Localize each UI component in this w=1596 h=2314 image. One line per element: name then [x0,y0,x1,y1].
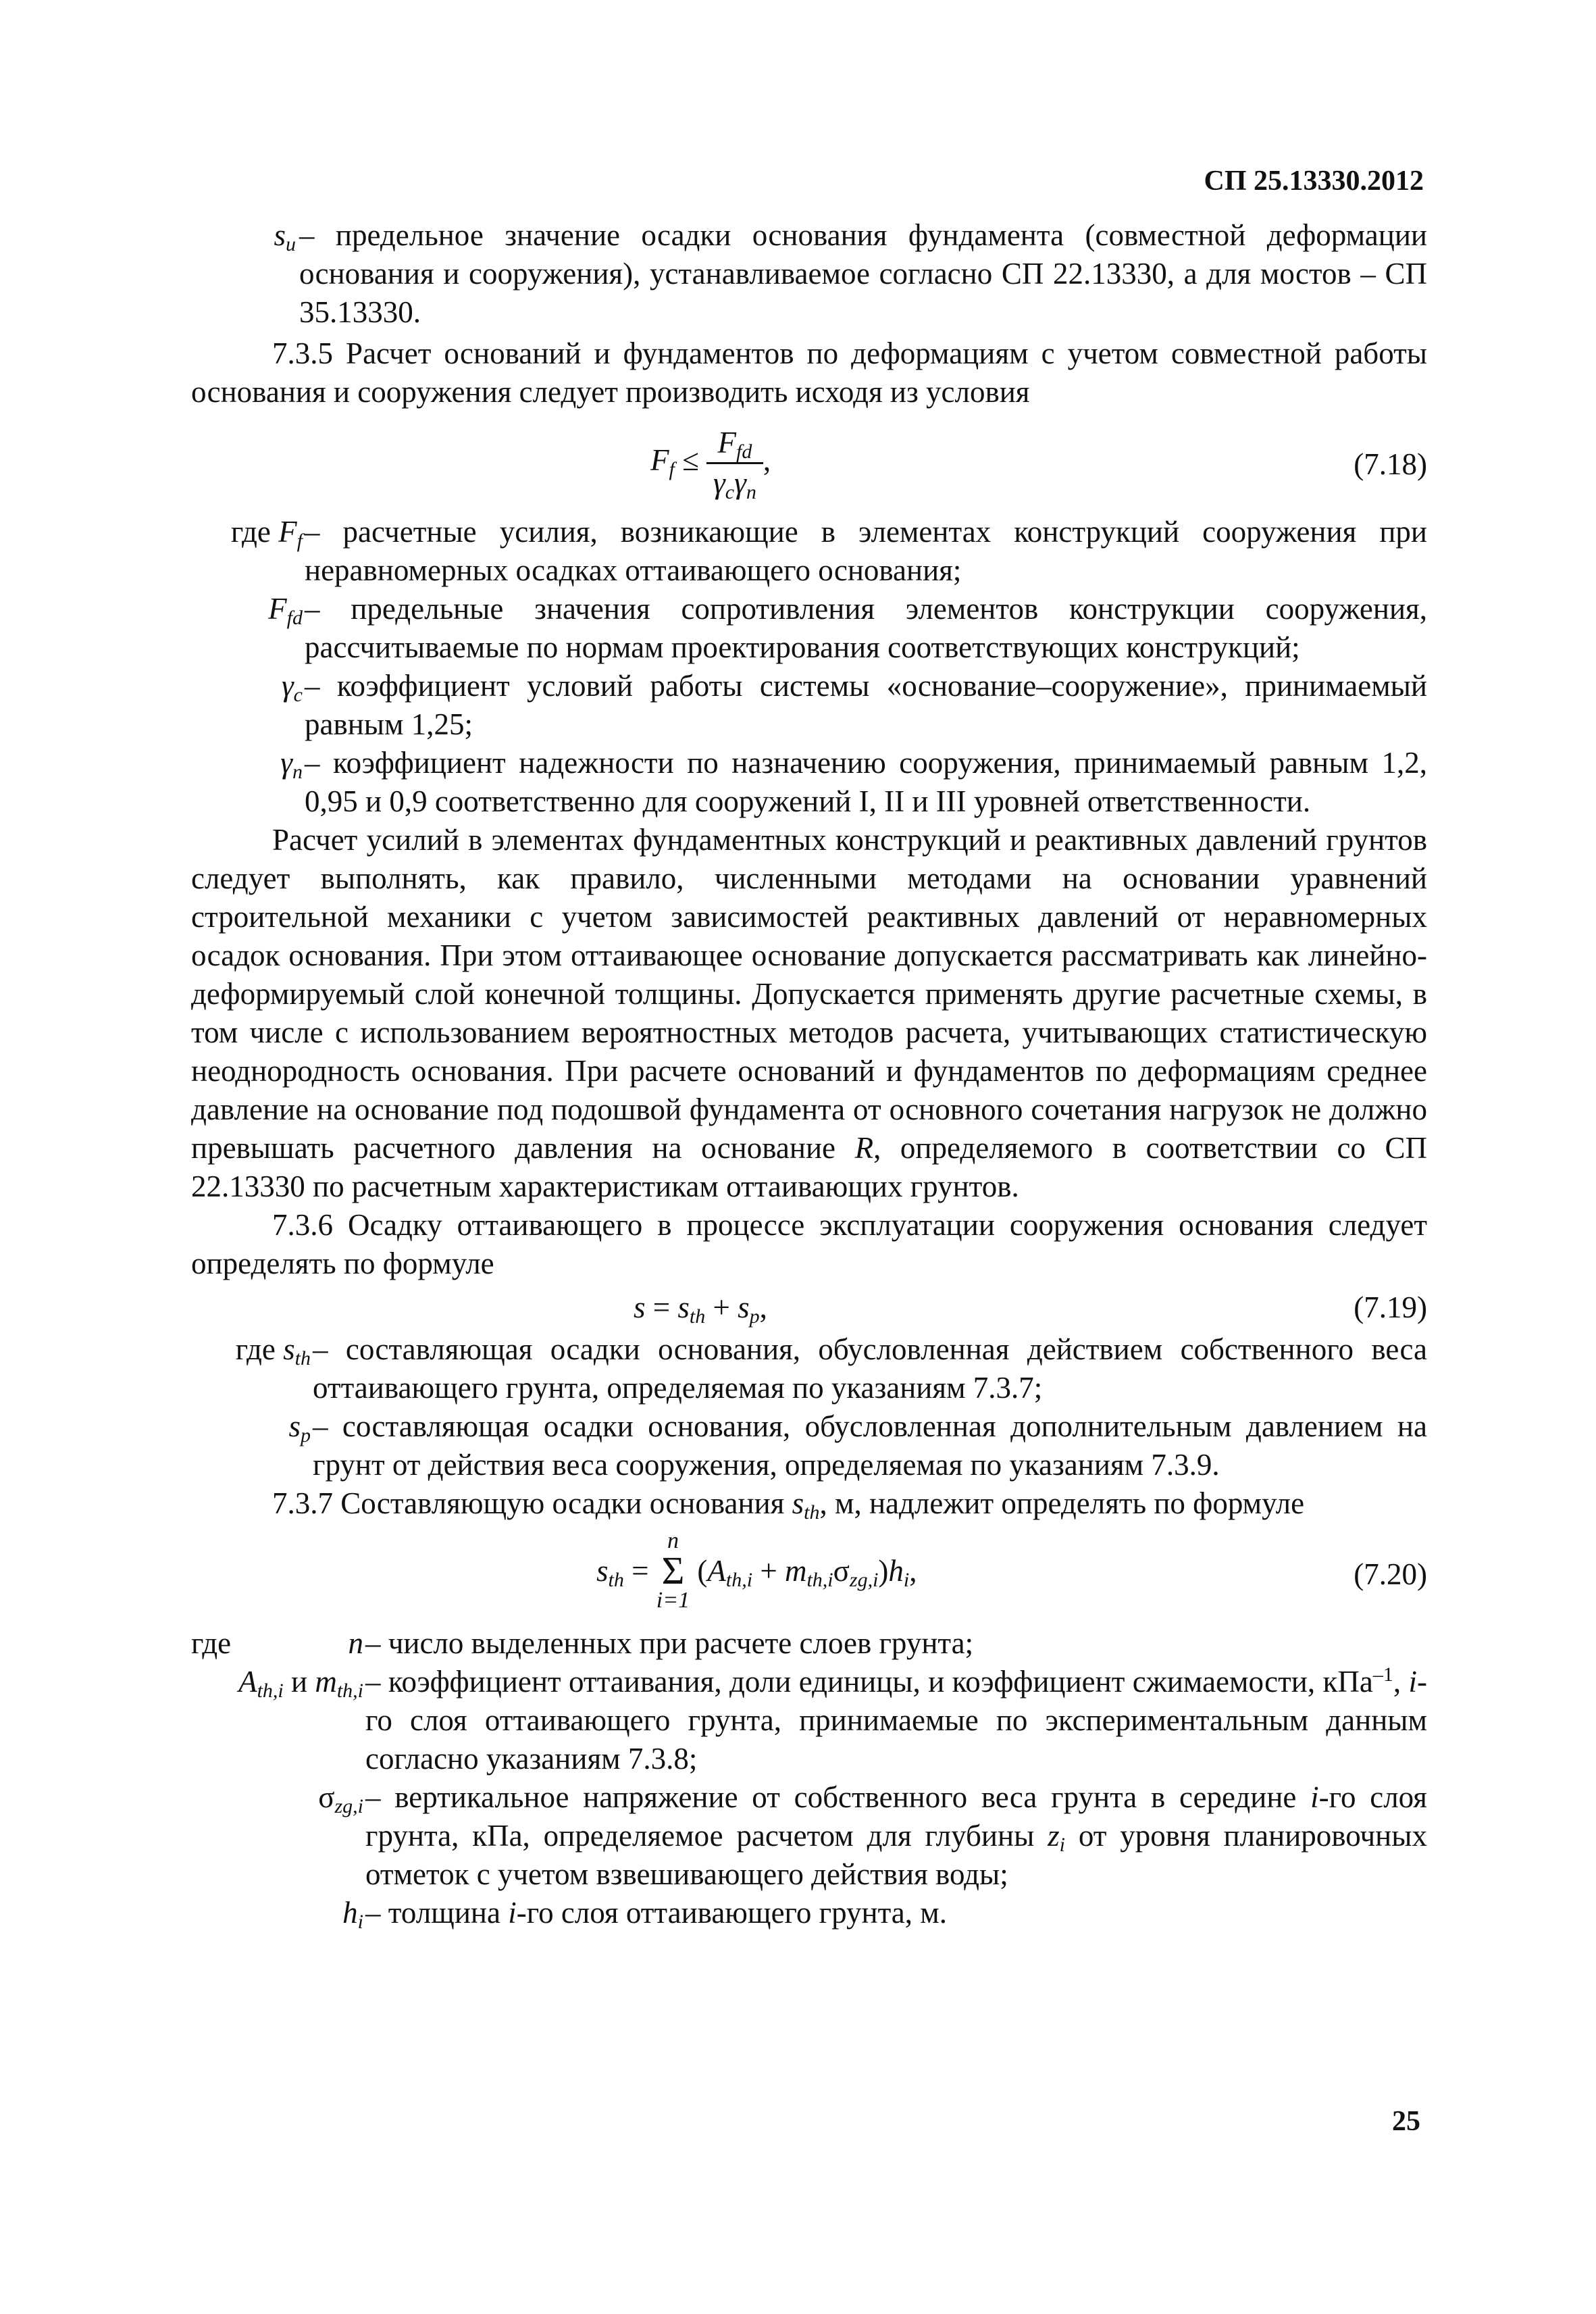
paragraph-calculation: Расчет усилий в элементах фундаментных конструкций и реактивных давлений грунтов следует выполнять, как правило, численными методами на основании уравнений строительной механики с учетом зависимостей реактивных давлений от неравномерных осадок основания. При этом оттаивающее основание допускается рассматривать как линейно-деформируемый слой конечной толщины. Допускается применять другие расчетные схемы, в том числе с использованием вероятностных методов расчета, учитывающих статистическую неоднородность основания. При расчете оснований и фундаментов по деформациям среднее давление на основание под подошвой фундамента от основного сочетания нагрузок не должно превышать расчетного давления на основание R, определяемого в соответствии со СП 22.13330 по расчетным характеристикам оттаивающих грунтов. [191,823,1427,1203]
definition-su: $s_u$ – предельное значение осадки основания фундамента (совместной деформации основания и сооружения), устанавливаемое согласно СП 22.13330, а для мостов – СП 35.13330. [274,218,1427,329]
equation-label: (7.19) [1354,1290,1427,1324]
fraction: $\frac{F_{fd}}{\gamma_c\gamma_n}$ [706,424,763,503]
equation-7-19: $s = s_{th} + s_p$, (7.19) [191,1283,1427,1330]
definition-Ffd: $F_{fd}$ – предельные значения сопротивления элементов конструкции сооружения, рассчитываемые по нормам проектирования соответствующих конструкций; [268,592,1427,664]
definition-sth: где $s_{th}$ – составляющая осадки основания, обусловленная действием собственного веса оттаивающего грунта, определяемая по указаниям 7.3.7; [235,1332,1427,1405]
definition-Ff: где $F_f$ – расчетные усилия, возникающие в элементах конструкций сооружения при неравномерных осадках оттаивающего основания; [230,515,1427,587]
main-content [191,216,1427,1932]
definition-sp: $s_p$ – составляющая осадки основания, обусловленная дополнительным давлением на грунт от действия веса сооружения, определяемая по указаниям 7.3.9. [288,1409,1427,1482]
definition-h: $h_i$ – толщина i-го слоя оттаивающего грунта, м. [342,1896,948,1933]
definition-gamma-n: $\gamma_n$ – коэффициент надежности по назначению сооружения, принимаемый равным 1,2, 0,95 и 0,9 соответственно для сооружений I, II и III уровней ответственности. [280,746,1427,818]
definition-sigma-zg: $\sigma_{zg,i}$ – вертикальное напряжение от собственного веса грунта в середине i-го слоя грунта, кПа, определяемое расчетом для глубины $z_i$ от уровня планировочных отметок с учетом взвешивающего действия воды; [318,1780,1428,1891]
equation-7-20: $s_{th} = n$ Σ i=1 $(A_{th,i} + m_{th,i}\sigma_{zg,i})h_i$, (7.20) [596,1528,1427,1613]
definition-n: где n – число выделенных при расчете слоев грунта; [191,1626,974,1660]
page-number: 25 [1392,2106,1420,2137]
equation-7-18: $F_f$ ≤ $\frac{F_{fd}}{\gamma_c\gamma_n}$ , (7.18) [191,418,1427,513]
clause-7-3-7: 7.3.7 Составляющую осадки основания $s_{th}$, м, надлежит определять по формуле [272,1486,1305,1524]
clause-7-3-5: 7.3.5 Расчет оснований и фундаментов по деформациям с учетом совместной работы основания и сооружения следует производить исходя из условия [191,336,1427,409]
document-header: СП 25.13330.2012 [1204,166,1424,197]
clause-7-3-6: 7.3.6 Осадку оттаивающего в процессе эксплуатации сооружения основания следует определять по формуле [191,1208,1427,1280]
equation-label: (7.20) [1354,1557,1427,1591]
summation-sign: n Σ i=1 [656,1528,690,1613]
equation-label: (7.18) [1354,447,1427,481]
definition-A-and-m: $A_{th,i}$ и $m_{th,i}$ – коэффициент оттаивания, доли единицы, и коэффициент сжимаемости, кПа$^{-1}$, i-го слоя оттаивающего грунта, принимаемые по экспериментальным данным согласно указаниям 7.3.8; [238,1663,1427,1776]
definition-gamma-c: $\gamma_c$ – коэффициент условий работы системы «основание–сооружение», принимаемый равным 1,25; [281,669,1427,741]
